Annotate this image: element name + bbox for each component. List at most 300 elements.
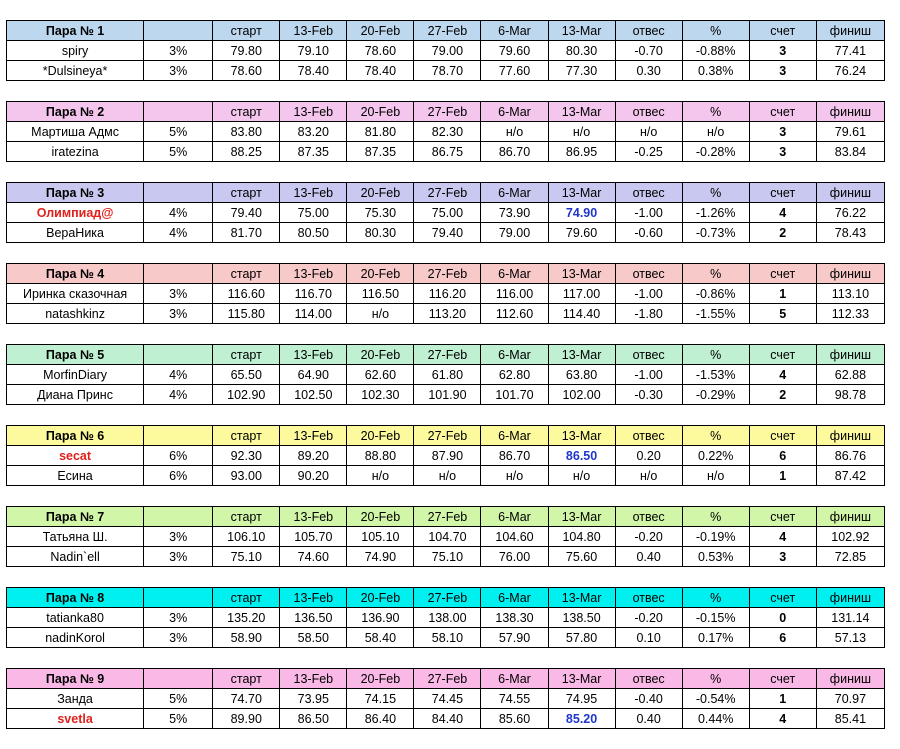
header-d4: 6-Mar [481,345,548,365]
weekly-weight: 102.30 [347,385,414,405]
weekly-weight: 105.70 [280,527,347,547]
weekly-weight: 74.55 [481,689,548,709]
weekly-weight: 102.50 [280,385,347,405]
header-score: счет [749,426,816,446]
header-d1: 13-Feb [280,21,347,41]
header-empty-cell [144,345,213,365]
start-weight: 116.60 [213,284,280,304]
header-d2: 20-Feb [347,264,414,284]
pair-header-row [7,21,885,41]
pair-header-row [7,345,885,365]
pair-header-row [7,588,885,608]
percent-cell: -0.19% [682,527,749,547]
pair-header-row [7,183,885,203]
weekly-weight: 58.50 [280,628,347,648]
rate-cell: 5% [144,142,213,162]
score-cell: 2 [749,385,816,405]
header-d3: 27-Feb [414,507,481,527]
weekly-weight: 114.00 [280,304,347,324]
weekly-weight: 113.20 [414,304,481,324]
participant-row [7,203,885,223]
pair-table [6,425,885,486]
rate-cell: 5% [144,122,213,142]
participant-row [7,304,885,324]
weekly-weight: 138.50 [548,608,615,628]
rate-cell: 3% [144,304,213,324]
weekly-weight: 78.40 [280,61,347,81]
header-d3: 27-Feb [414,102,481,122]
header-d3: 27-Feb [414,426,481,446]
header-score: счет [749,264,816,284]
weekly-weight: 112.60 [481,304,548,324]
weekly-weight: 57.90 [481,628,548,648]
finish-cell: 57.13 [816,628,884,648]
participant-name: ВераНика [7,223,144,243]
weekly-weight: 87.35 [280,142,347,162]
participant-name: Олимпиад@ [7,203,144,223]
weekly-weight: 78.60 [347,41,414,61]
diff-cell: -0.25 [615,142,682,162]
score-cell: 1 [749,466,816,486]
weekly-weight: 83.20 [280,122,347,142]
pair-table [6,20,885,81]
participant-row [7,608,885,628]
pair-table [6,263,885,324]
weekly-weight: 81.80 [347,122,414,142]
header-score: счет [749,507,816,527]
header-finish: финиш [816,588,884,608]
header-d4: 6-Mar [481,588,548,608]
weekly-weight: 101.90 [414,385,481,405]
header-start: старт [213,102,280,122]
header-d1: 13-Feb [280,264,347,284]
header-score: счет [749,183,816,203]
finish-cell: 70.97 [816,689,884,709]
header-finish: финиш [816,102,884,122]
weekly-weight: 138.30 [481,608,548,628]
participant-row [7,223,885,243]
weekly-weight: 79.00 [414,41,481,61]
header-d1: 13-Feb [280,588,347,608]
finish-cell: 113.10 [816,284,884,304]
participant-name: iratezina [7,142,144,162]
participant-row [7,142,885,162]
weekly-weight: 74.45 [414,689,481,709]
weekly-weight: 116.50 [347,284,414,304]
diff-cell: н/о [615,466,682,486]
weekly-weight: н/о [481,122,548,142]
header-diff: отвес [615,669,682,689]
weekly-weight: 64.90 [280,365,347,385]
percent-cell: -1.55% [682,304,749,324]
start-weight: 78.60 [213,61,280,81]
participant-row [7,709,885,729]
diff-cell: 0.10 [615,628,682,648]
header-pct: % [682,588,749,608]
header-d3: 27-Feb [414,21,481,41]
rate-cell: 3% [144,284,213,304]
diff-cell: -0.40 [615,689,682,709]
header-empty-cell [144,183,213,203]
diff-cell: -1.00 [615,365,682,385]
percent-cell: 0.38% [682,61,749,81]
header-d4: 6-Mar [481,21,548,41]
start-weight: 88.25 [213,142,280,162]
pair-title: Пара № 8 [7,588,144,608]
weekly-weight: 63.80 [548,365,615,385]
weekly-weight: 104.60 [481,527,548,547]
rate-cell: 4% [144,385,213,405]
header-d2: 20-Feb [347,21,414,41]
header-pct: % [682,21,749,41]
weekly-weight: 105.10 [347,527,414,547]
diff-cell: -0.70 [615,41,682,61]
finish-cell: 112.33 [816,304,884,324]
percent-cell: н/о [682,122,749,142]
header-d1: 13-Feb [280,426,347,446]
header-d5: 13-Mar [548,426,615,446]
participant-name: secat [7,446,144,466]
header-finish: финиш [816,264,884,284]
participant-row [7,466,885,486]
finish-cell: 72.85 [816,547,884,567]
score-cell: 1 [749,689,816,709]
weekly-weight: 117.00 [548,284,615,304]
finish-cell: 79.61 [816,122,884,142]
weekly-weight: н/о [481,466,548,486]
header-pct: % [682,669,749,689]
header-d1: 13-Feb [280,669,347,689]
weekly-weight: 80.30 [548,41,615,61]
weekly-weight: 138.00 [414,608,481,628]
header-d4: 6-Mar [481,426,548,446]
score-cell: 4 [749,365,816,385]
weekly-weight: 136.90 [347,608,414,628]
weekly-weight: 85.20 [548,709,615,729]
weekly-weight: 57.80 [548,628,615,648]
header-pct: % [682,264,749,284]
participant-name: svetla [7,709,144,729]
start-weight: 92.30 [213,446,280,466]
rate-cell: 4% [144,223,213,243]
header-diff: отвес [615,507,682,527]
header-d2: 20-Feb [347,507,414,527]
participant-row [7,628,885,648]
pair-title: Пара № 5 [7,345,144,365]
diff-cell: -1.80 [615,304,682,324]
weekly-weight: 79.00 [481,223,548,243]
percent-cell: 0.22% [682,446,749,466]
start-weight: 102.90 [213,385,280,405]
weekly-weight: 74.90 [347,547,414,567]
weekly-weight: 74.90 [548,203,615,223]
weekly-weight: 74.95 [548,689,615,709]
participant-row [7,122,885,142]
header-d2: 20-Feb [347,669,414,689]
header-d1: 13-Feb [280,183,347,203]
header-d2: 20-Feb [347,183,414,203]
weekly-weight: 58.40 [347,628,414,648]
header-d3: 27-Feb [414,264,481,284]
header-d4: 6-Mar [481,264,548,284]
header-d3: 27-Feb [414,345,481,365]
rate-cell: 5% [144,709,213,729]
pair-header-row [7,102,885,122]
start-weight: 81.70 [213,223,280,243]
score-cell: 5 [749,304,816,324]
weekly-weight: 75.60 [548,547,615,567]
finish-cell: 85.41 [816,709,884,729]
weekly-weight: 79.60 [481,41,548,61]
score-cell: 6 [749,628,816,648]
start-weight: 83.80 [213,122,280,142]
header-d3: 27-Feb [414,183,481,203]
header-score: счет [749,102,816,122]
rate-cell: 3% [144,41,213,61]
weekly-weight: 76.00 [481,547,548,567]
participant-row [7,41,885,61]
finish-cell: 76.24 [816,61,884,81]
start-weight: 58.90 [213,628,280,648]
header-d5: 13-Mar [548,345,615,365]
score-cell: 0 [749,608,816,628]
weekly-weight: 89.20 [280,446,347,466]
pair-title: Пара № 3 [7,183,144,203]
participant-row [7,446,885,466]
header-d4: 6-Mar [481,669,548,689]
rate-cell: 3% [144,527,213,547]
header-diff: отвес [615,588,682,608]
header-start: старт [213,345,280,365]
header-finish: финиш [816,345,884,365]
weekly-weight: 80.50 [280,223,347,243]
weekly-weight: н/о [347,466,414,486]
pair-table [6,587,885,648]
weekly-weight: 104.80 [548,527,615,547]
pair-header-row [7,507,885,527]
rate-cell: 3% [144,547,213,567]
finish-cell: 62.88 [816,365,884,385]
diff-cell: 0.40 [615,547,682,567]
rate-cell: 6% [144,466,213,486]
weekly-weight: 58.10 [414,628,481,648]
finish-cell: 102.92 [816,527,884,547]
header-start: старт [213,21,280,41]
participant-name: nadinKorol [7,628,144,648]
header-diff: отвес [615,21,682,41]
weekly-weight: 88.80 [347,446,414,466]
score-cell: 6 [749,446,816,466]
weekly-weight: 101.70 [481,385,548,405]
weekly-weight: 86.75 [414,142,481,162]
header-score: счет [749,588,816,608]
weekly-weight: 80.30 [347,223,414,243]
score-cell: 4 [749,203,816,223]
start-weight: 93.00 [213,466,280,486]
percent-cell: -1.53% [682,365,749,385]
score-cell: 2 [749,223,816,243]
header-diff: отвес [615,345,682,365]
participant-row [7,61,885,81]
weekly-weight: 77.30 [548,61,615,81]
participant-name: Nadin`ell [7,547,144,567]
header-d2: 20-Feb [347,588,414,608]
header-d5: 13-Mar [548,588,615,608]
diff-cell: -0.20 [615,608,682,628]
header-d3: 27-Feb [414,669,481,689]
header-start: старт [213,588,280,608]
rate-cell: 5% [144,689,213,709]
start-weight: 135.20 [213,608,280,628]
finish-cell: 86.76 [816,446,884,466]
weekly-weight: 86.50 [548,446,615,466]
start-weight: 79.80 [213,41,280,61]
header-d3: 27-Feb [414,588,481,608]
weekly-weight: 75.30 [347,203,414,223]
header-pct: % [682,102,749,122]
weekly-weight: 116.20 [414,284,481,304]
percent-cell: н/о [682,466,749,486]
pair-title: Пара № 4 [7,264,144,284]
weekly-weight: н/о [548,122,615,142]
start-weight: 106.10 [213,527,280,547]
header-start: старт [213,507,280,527]
header-d2: 20-Feb [347,345,414,365]
start-weight: 74.70 [213,689,280,709]
weekly-weight: 73.95 [280,689,347,709]
weekly-weight: 116.70 [280,284,347,304]
weekly-weight: 62.60 [347,365,414,385]
weekly-weight: 79.60 [548,223,615,243]
finish-cell: 83.84 [816,142,884,162]
header-empty-cell [144,669,213,689]
rate-cell: 6% [144,446,213,466]
weekly-weight: 61.80 [414,365,481,385]
score-cell: 1 [749,284,816,304]
rate-cell: 4% [144,203,213,223]
participant-name: MorfinDiary [7,365,144,385]
weekly-weight: 104.70 [414,527,481,547]
diff-cell: 0.40 [615,709,682,729]
header-d1: 13-Feb [280,345,347,365]
finish-cell: 76.22 [816,203,884,223]
diff-cell: -0.20 [615,527,682,547]
weekly-weight: 75.00 [280,203,347,223]
participant-name: natashkinz [7,304,144,324]
pair-title: Пара № 1 [7,21,144,41]
pair-table [6,668,885,729]
header-d5: 13-Mar [548,264,615,284]
finish-cell: 131.14 [816,608,884,628]
header-diff: отвес [615,102,682,122]
participant-name: tatianka80 [7,608,144,628]
pair-table [6,506,885,567]
participant-name: *Dulsineya* [7,61,144,81]
pair-title: Пара № 9 [7,669,144,689]
header-d1: 13-Feb [280,507,347,527]
weekly-weight: 85.60 [481,709,548,729]
pair-title: Пара № 2 [7,102,144,122]
weekly-weight: 86.95 [548,142,615,162]
percent-cell: -0.54% [682,689,749,709]
percent-cell: -0.29% [682,385,749,405]
participant-name: Занда [7,689,144,709]
pair-table [6,182,885,243]
score-cell: 3 [749,122,816,142]
header-start: старт [213,183,280,203]
header-d5: 13-Mar [548,102,615,122]
weekly-weight: н/о [548,466,615,486]
rate-cell: 3% [144,61,213,81]
participant-row [7,527,885,547]
diff-cell: -0.30 [615,385,682,405]
participant-row [7,689,885,709]
header-diff: отвес [615,183,682,203]
header-d4: 6-Mar [481,183,548,203]
score-cell: 3 [749,547,816,567]
weekly-weight: 78.40 [347,61,414,81]
participant-name: Иринка сказочная [7,284,144,304]
header-d2: 20-Feb [347,426,414,446]
header-empty-cell [144,264,213,284]
weekly-weight: 84.40 [414,709,481,729]
weekly-weight: 79.40 [414,223,481,243]
weekly-weight: н/о [414,466,481,486]
rate-cell: 3% [144,608,213,628]
percent-cell: 0.53% [682,547,749,567]
weekly-weight: 82.30 [414,122,481,142]
start-weight: 89.90 [213,709,280,729]
header-diff: отвес [615,264,682,284]
header-score: счет [749,669,816,689]
percent-cell: 0.17% [682,628,749,648]
finish-cell: 78.43 [816,223,884,243]
weekly-weight: 78.70 [414,61,481,81]
header-start: старт [213,669,280,689]
header-empty-cell [144,21,213,41]
participant-name: Мартиша Адмс [7,122,144,142]
pair-header-row [7,426,885,446]
diff-cell: -1.00 [615,284,682,304]
header-score: счет [749,21,816,41]
weekly-weight: 79.10 [280,41,347,61]
finish-cell: 77.41 [816,41,884,61]
header-finish: финиш [816,183,884,203]
header-d2: 20-Feb [347,102,414,122]
percent-cell: -0.73% [682,223,749,243]
start-weight: 115.80 [213,304,280,324]
weekly-weight: 102.00 [548,385,615,405]
pair-title: Пара № 7 [7,507,144,527]
score-cell: 3 [749,41,816,61]
pair-title: Пара № 6 [7,426,144,446]
header-d5: 13-Mar [548,183,615,203]
header-d4: 6-Mar [481,102,548,122]
header-start: старт [213,426,280,446]
header-empty-cell [144,426,213,446]
header-d5: 13-Mar [548,669,615,689]
diff-cell: -0.60 [615,223,682,243]
participant-name: Есина [7,466,144,486]
participant-name: Татьяна Ш. [7,527,144,547]
weekly-weight: 77.60 [481,61,548,81]
participant-name: Диана Принс [7,385,144,405]
score-cell: 4 [749,527,816,547]
pair-table [6,101,885,162]
pair-table [6,344,885,405]
header-finish: финиш [816,669,884,689]
participant-row [7,365,885,385]
